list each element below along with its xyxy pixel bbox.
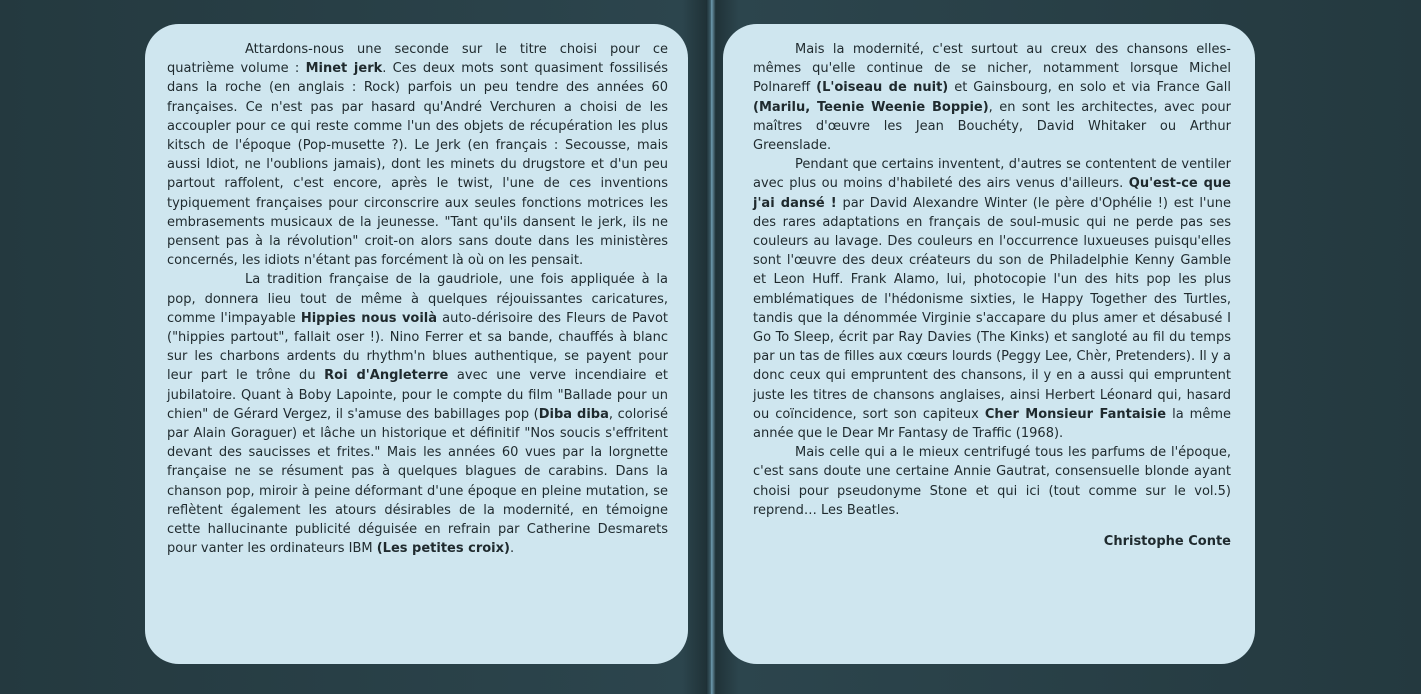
text-run: , colorisé par Alain Goraguer) et lâche un historique et définitif "Nos soucis s'effritent devant des saucisses et frites." Mais les années 60 vues par la lorgnette française ne se résument pas à quelques blagues de carabins. Dans la chanson pop, miroir à peine déformant d'une époque en pleine mutation, se reflètent également les atours désirables de la modernité, en témoigne cette hallucinante publicité déguisée en refrain par Catherine Desmarets pour vanter les ordinateurs IBM <box>167 406 668 557</box>
text-run: . Ces deux mots sont quasiment fossilisés dans la roche (en anglais : Rock) parfois un peu tendre des années 60 françaises. Ce n'est pas par hasard qu'André Verchuren a choisi de les accoupler pour ce qui reste comme l'un des objets de récupération les plus kitsch de l'époque (Pop-musette ?). Le Jerk (en français : Secousse, mais aussi Idiot, ne l'oublions jamais), dont les minets du drugstore et d'un peu partout raffolent, c'est encore, après le twist, l'une de ces inventions typiquement françaises pour circonscrire aux seules fonctions motrices les embrasements musicaux de la jeunesse. "Tant qu'ils dansent le jerk, ils ne pensent pas à la révolution" croit-on alors sans doute dans les ministères concernés, les idiots n'étant pas forcément là où on les pensait. <box>167 61 668 269</box>
song-title: Minet jerk <box>305 61 383 77</box>
paragraph <box>167 40 668 270</box>
text-run: et Gainsbourg, en solo et via France Gall <box>948 80 1231 96</box>
text-run: Attardons-nous une seconde sur le titre choisi pour ce quatrième volume : <box>167 42 668 77</box>
song-title: (Les petites croix) <box>376 541 510 557</box>
text-run: Pendant que certains inventent, d'autres se contentent de ventiler avec plus ou moins d'habileté des airs venus d'ailleurs. <box>753 157 1231 192</box>
booklet-spine <box>706 0 716 694</box>
right-page <box>723 24 1255 664</box>
left-page <box>145 24 688 664</box>
paragraph <box>753 40 1231 155</box>
text-run: avec une verve incendiaire et jubilatoire. Quant à Boby Lapointe, pour le compte du film "Ballade pour un chien" de Gérard Vergez, il s'amuse des babillages pop ( <box>167 368 668 422</box>
text-run: auto-dérisoire des Fleurs de Pavot ("hippies partout", fallait oser !). Nino Ferrer et sa bande, chauffés à blanc sur les charbons ardents du rhythm'n blues authentique, se payent pour leur part le trône du <box>167 310 668 384</box>
song-title: Cher Monsieur Fantaisie <box>984 406 1167 422</box>
paragraph <box>753 443 1231 520</box>
text-run: . <box>509 541 515 557</box>
text-run: Mais celle qui a le mieux centrifugé tous les parfums de l'époque, c'est sans doute une certaine Annie Gautrat, consensuelle blonde ayant choisi pour pseudonyme Stone et qui ici (tout comme sur le vol.5) reprend… Les Beatles. <box>753 445 1231 518</box>
text-run: , en sont les architectes, avec pour maîtres d'œuvre les Jean Bouchéty, David Whitaker ou Arthur Greenslade. <box>753 99 1231 154</box>
song-title: Qu'est-ce que j'ai dansé ! <box>753 176 1231 211</box>
text-run: La tradition française de la gaudriole, une fois appliquée à la pop, donnera lieu tout de même à quelques réjouissantes caricatures, comme l'impayable <box>167 272 668 326</box>
paragraph <box>167 270 668 558</box>
author-signature: Christophe Conte <box>1103 534 1231 550</box>
text-run: la même année que le Dear Mr Fantasy de Traffic (1968). <box>753 406 1231 442</box>
song-title: (Marilu, Teenie Weenie Boppie) <box>753 99 989 115</box>
song-title: Diba diba <box>538 406 609 422</box>
left-page-text <box>167 40 668 558</box>
text-run: Mais la modernité, c'est surtout au creux des chansons elles-mêmes qu'elle continue de se nicher, notamment lorsque Michel Polnareff <box>753 42 1231 96</box>
text-run: par David Alexandre Winter (le père d'Ophélie !) est l'une des rares adaptations en français de soul-music qui ne perde pas ses couleurs au lavage. Des couleurs en l'occurrence luxueuses puisqu'elles sont l'œuvre des deux créateurs du son de Philadelphie Kenny Gamble et Leon Huff. Frank Alamo, lui, photocopie l'un des hits pop les plus emblématiques de l'hédonisme sixties, le Happy Together des Turtles, tandis que la dénommée Virginie s'accapare du plus amer et désabusé I Go To Sleep, écrit par Ray Davies (The Kinks) et sangloté au fil du temps par un tas de filles aux cœurs lourds (Peggy Lee, Chèr, Pretenders). Il y a donc ceux qui empruntent des chansons, il y en a aussi qui empruntent juste les titres de chansons anglaises, ainsi Herbert Léonard qui, hasard ou coïncidence, sort son capiteux <box>753 195 1231 422</box>
song-title: Roi d'Angleterre <box>324 368 449 384</box>
right-page-text <box>753 40 1231 520</box>
paragraph <box>753 155 1231 443</box>
song-title: (L'oiseau de nuit) <box>816 80 949 96</box>
song-title: Hippies nous voilà <box>300 310 438 326</box>
